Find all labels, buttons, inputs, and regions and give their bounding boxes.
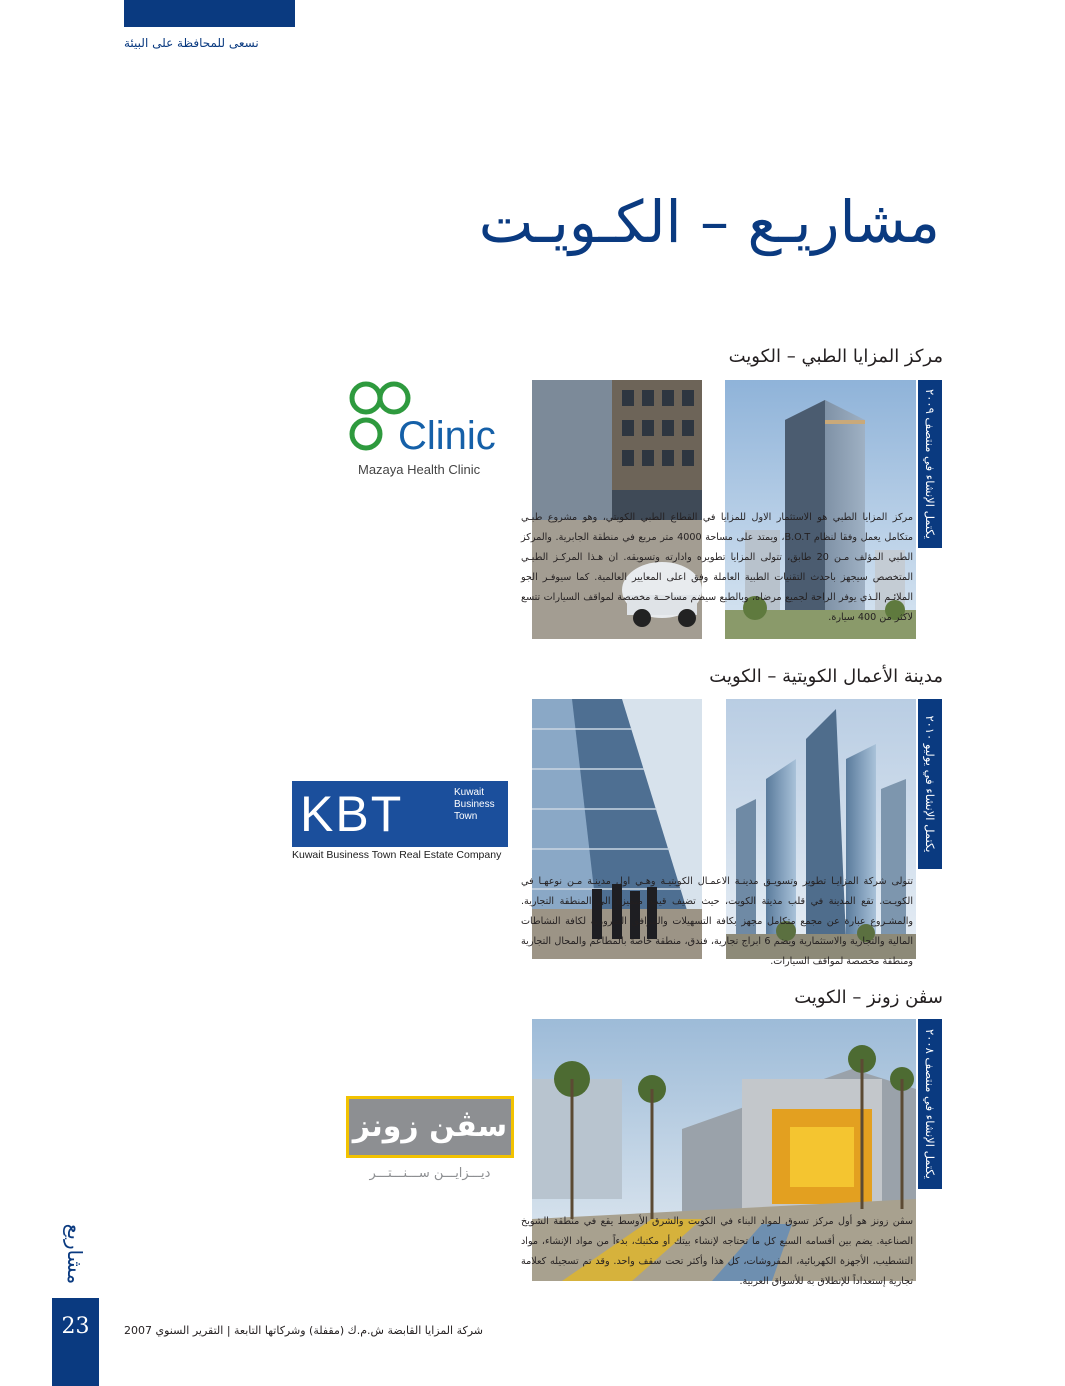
project-description-clinic: مركز المزايا الطبي هو الاستثمار الاول للمزايا في القطاع الطبي الكويتي، وهو مشروع طبـي متكامل يعمل وفقا لنظام B.O.T، ويمتد على مساحة 4000 متر مربع في منطقة الجابرية. والمركز الطبي المؤلف مـن 20 طابق، تتولى المزايا تطويره وادارته وتسويقه. ان هـذا المركـز الطبـي المتخصص سيجهز باحدث التقنيات الطبية العاملة وفق اعلى المعايير العالمية. كما سيوفـر الجو الملائـم الـذي يوفر الراحة لجميع مرضاه، وبالطبع سيضم مساحــة مخصصة لمواقف السيارات تتسع لاكثر من 400 سيارة. — [521, 512, 913, 623]
kbt-logo-side-3: Town — [454, 811, 478, 822]
logo-sevenzones — [346, 1096, 518, 1188]
project-description-sevenzones: سڤن زونز هو أول مركز تسوق لمواد البناء في الكويت والشرق الأوسط يقع في منطقة الشويخ الصناعية. يضم بين أقسامه السبع كل ما تحتاجه لإنشاء بيتك أو مكتبك، بدءاً من مواد الإنشاء، مواد التشطيب، الأجهزة الكهربائية، المفروشات، كل هذا وأكثر تحت سقف واحد. وقد تم تسجيله كعلامة تجارية إستعداداً للإنطلاق به للأسواق العربية. — [521, 1216, 913, 1287]
logo-clinic-subtitle: Mazaya Health Clinic — [358, 462, 481, 477]
kbt-logo-side-1: Kuwait — [454, 787, 485, 798]
page-number: 23 — [61, 1314, 90, 1339]
page-title: مشاريـع – الكـويـت — [478, 188, 940, 256]
project-title-sevenzones: سڤن زونز – الكويت — [794, 987, 943, 1008]
completion-badge-sevenzones — [918, 1019, 942, 1189]
header-bar — [124, 0, 295, 27]
sevenzones-logo-text: سڤن زونز — [352, 1109, 508, 1144]
completion-badge-text: يكتمل الإنشاء في منتصف ٢٠٠٩ — [923, 389, 937, 539]
logo-mazaya-clinic — [344, 376, 514, 480]
kbt-logo-side-2: Business — [454, 799, 495, 810]
header-tagline: نسعى للمحافظة على البيئة — [124, 36, 259, 50]
logo-kbt — [292, 781, 508, 863]
footer-text: شركة المزايا القابضة ش.م.ك (مقفلة) وشركاتها التابعة | التقرير السنوي 2007 — [124, 1324, 483, 1337]
sevenzones-logo-subtitle: ديـــزايـــن ســـنـــتـــر — [369, 1166, 491, 1181]
completion-badge-text: يكتمل الإنشاء في يوليو ٢٠١٠ — [923, 715, 937, 853]
kbt-logo-text: KBT — [300, 786, 404, 842]
logo-clinic-text: Clinic — [398, 414, 496, 458]
page-number-box — [52, 1298, 99, 1386]
completion-badge-clinic — [918, 380, 942, 548]
completion-badge-text: يكتمل الإنشاء في منتصف ٢٠٠٨ — [923, 1029, 937, 1179]
section-side-label-text: مشاريع — [63, 1223, 87, 1285]
completion-badge-kbt — [918, 699, 942, 869]
project-title-clinic: مركز المزايا الطبي – الكويت — [728, 346, 943, 367]
kbt-logo-subtitle: Kuwait Business Town Real Estate Company — [292, 849, 502, 861]
kbt-logo-block — [292, 781, 508, 847]
project-title-kbt: مدينة الأعمال الكويتية – الكويت — [709, 666, 943, 687]
project-description-kbt: تتولى شركة المزايـا تطوير وتسويـق مدينـة الاعمـال الكويتيـة وهـي اول مدينـة مـن نوعهـا في الكويـت. تقع المدينة في قلب مدينة الكويت، حيث تضيف قيمة متميزة الى المنطقة التجارية. والمشـروع عبارة عن مجمع متكامل مجهز بكافة التسهيلات والمرافق الضرورية لكافة النشاطات المالية والتجارية والاستثمارية ويضم 6 ابراج تجارية، فندق، منطقة خاصة بالمطاعم والمحال التجارية ومنطقة مخصصة لمواقف السيارات. — [521, 876, 913, 967]
sevenzones-logo-block — [346, 1096, 514, 1158]
section-side-label — [60, 1214, 90, 1294]
